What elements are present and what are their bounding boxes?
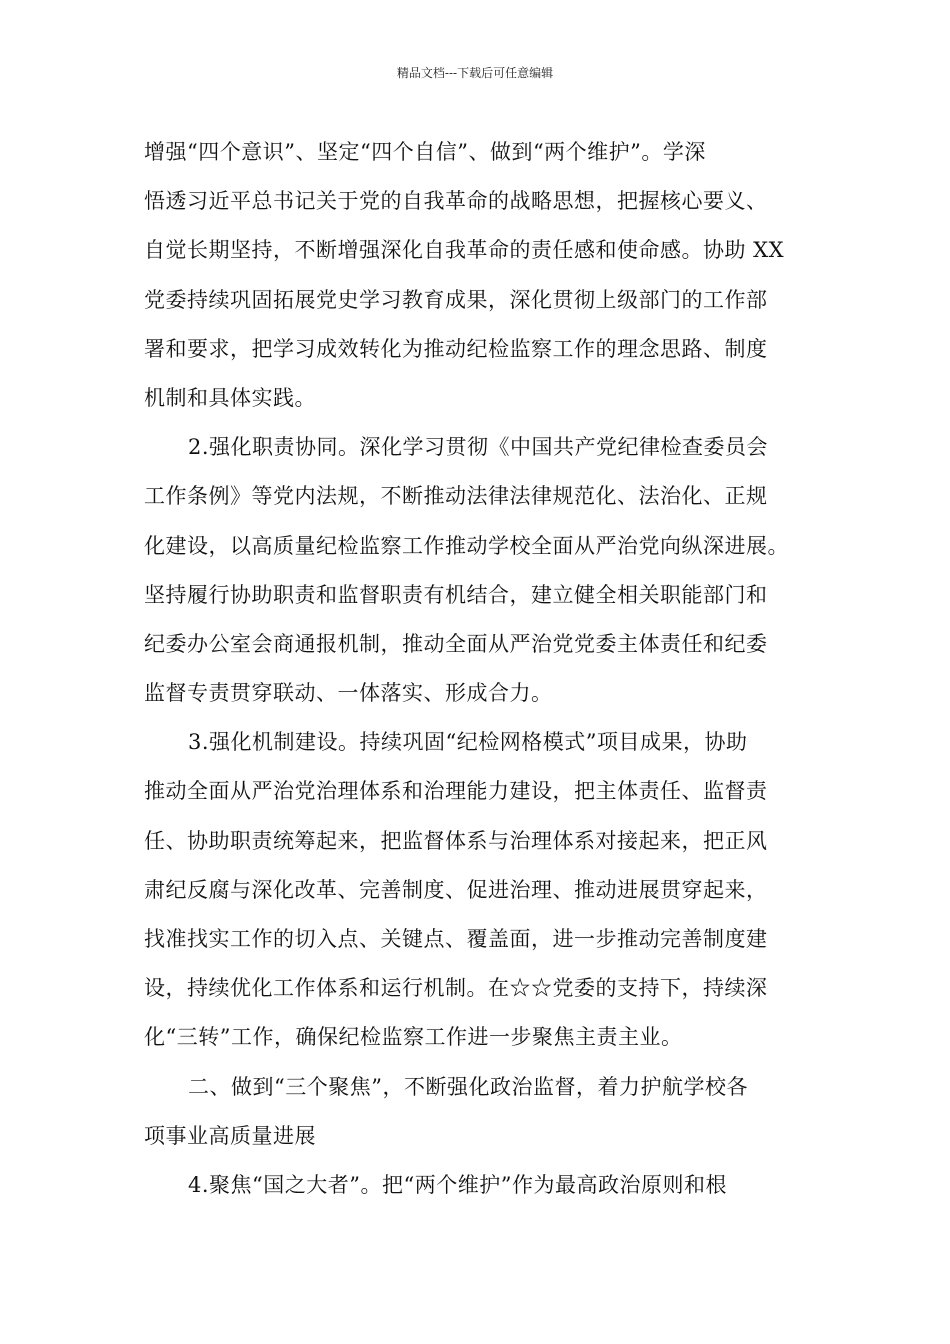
text-line: 找准找实工作的切入点、关键点、覆盖面，进一步推动完善制度建 [144, 927, 768, 951]
paragraph-first-line: 2.强化职责协同。深化学习贯彻《中国共产党纪律检查委员会 [188, 435, 769, 460]
text-line: 署和要求，把学习成效转化为推动纪检监察工作的理念思路、制度 [144, 336, 768, 361]
text-line: 监督专责贯穿联动、一体落实、形成合力。 [144, 681, 553, 706]
text-line: 任、协助职责统筹起来，把监督体系与治理体系对接起来，把正风 [144, 828, 768, 853]
text-line: 肃纪反腐与深化改革、完善制度、促进治理、推动进展贯穿起来， [144, 877, 768, 902]
paragraph-first-line: 4.聚焦“国之大者”。把“两个维护”作为最高政治原则和根 [188, 1172, 727, 1197]
text-line: 工作条例》等党内法规，不断推动法律法律规范化、法治化、正规 [144, 484, 768, 509]
text-line: 化建设，以高质量纪检监察工作推动学校全面从严治党向纵深进展。 [144, 533, 789, 558]
text-line: 纪委办公室会商通报机制，推动全面从严治党党委主体责任和纪委 [144, 631, 768, 656]
section-heading-line: 项事业高质量进展 [144, 1123, 316, 1148]
paragraph-first-line: 3.强化机制建设。持续巩固“纪检网格模式”项目成果，协助 [188, 730, 748, 755]
text-line: 党委持续巩固拓展党史学习教育成果，深化贯彻上级部门的工作部 [144, 287, 768, 312]
text-line: 推动全面从严治党治理体系和治理能力建设，把主体责任、监督责 [144, 779, 768, 804]
text-line: 增强“四个意识”、坚定“四个自信”、做到“两个维护”。学深 [144, 140, 706, 164]
text-line: 设，持续优化工作体系和运行机制。在☆☆党委的支持下，持续深 [144, 976, 768, 1001]
text-line: 坚持履行协助职责和监督职责有机结合，建立健全相关职能部门和 [144, 582, 768, 607]
text-line: 自觉长期坚持，不断增强深化自我革命的责任感和使命感。协助 XX [144, 238, 785, 263]
section-heading-line: 二、做到“三个聚焦”，不断强化政治监督，着力护航学校各 [188, 1074, 748, 1099]
document-body [144, 128, 844, 1210]
page-header: 精品文档---下载后可任意编辑 [396, 66, 554, 80]
text-line: 悟透习近平总书记关于党的自我革命的战略思想，把握核心要义、 [144, 189, 768, 214]
text-line: 化“三转”工作，确保纪检监察工作进一步聚焦主责主业。 [144, 1025, 683, 1050]
text-line: 机制和具体实践。 [144, 385, 316, 410]
